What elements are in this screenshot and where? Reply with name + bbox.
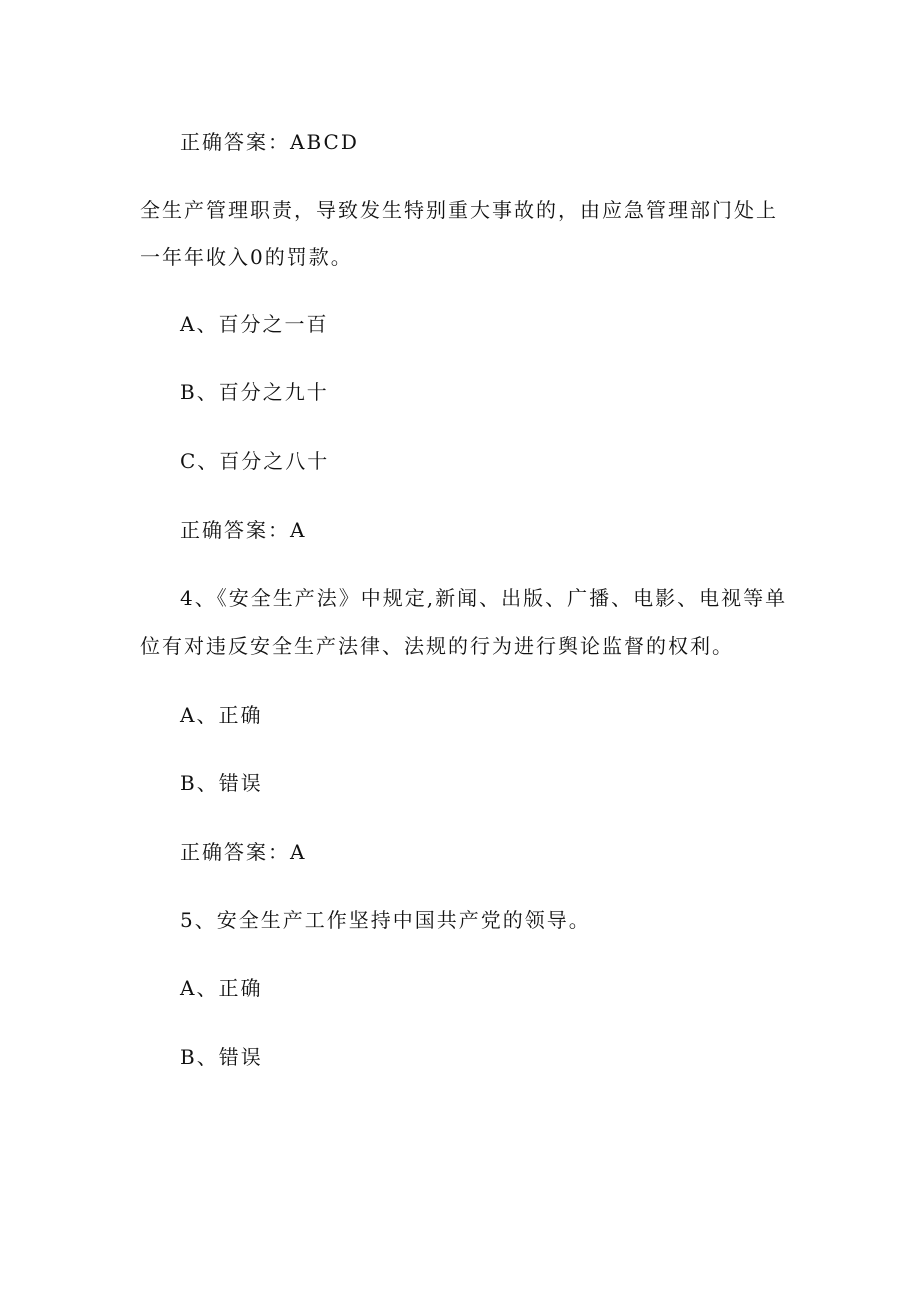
question-3-option-c: C、百分之八十 bbox=[180, 449, 330, 473]
question-3-text-line-2: 一年年收入0的罚款。 bbox=[140, 245, 353, 269]
question-5-option-b: B、错误 bbox=[180, 1045, 263, 1069]
question-5-option-a: A、正确 bbox=[180, 976, 263, 1000]
question-4-answer: 正确答案：A bbox=[180, 840, 307, 864]
answer-line-previous: 正确答案：ABCD bbox=[180, 130, 359, 154]
question-3-answer: 正确答案：A bbox=[180, 518, 307, 542]
question-5-text-line-1: 5、安全生产工作坚持中国共产党的领导。 bbox=[180, 908, 591, 932]
question-4-text-line-1: 4、《安全生产法》中规定,新闻、出版、广播、电影、电视等单 bbox=[180, 586, 788, 610]
question-3-text-line-1: 全生产管理职责，导致发生特别重大事故的，由应急管理部门处上 bbox=[140, 198, 778, 222]
question-3-option-b: B、百分之九十 bbox=[180, 380, 329, 404]
question-4-option-b: B、错误 bbox=[180, 771, 263, 795]
question-4-option-a: A、正确 bbox=[180, 703, 263, 727]
question-4-text-line-2: 位有对违反安全生产法律、法规的行为进行舆论监督的权利。 bbox=[140, 634, 734, 658]
question-3-option-a: A、百分之一百 bbox=[180, 312, 329, 336]
